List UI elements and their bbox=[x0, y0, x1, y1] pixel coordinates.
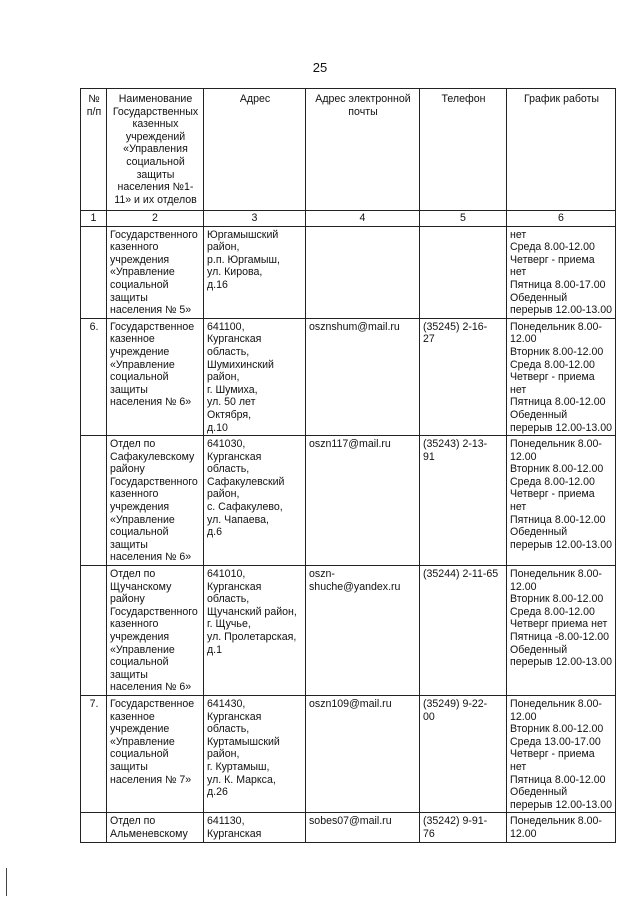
email: oszn- shuche@yandex.ru bbox=[306, 566, 420, 696]
table-header-row bbox=[81, 89, 616, 211]
work-schedule: Понедельник 8.00- 12.00 Вторник 8.00-12.00 Среда 8.00-12.00 Четверг - приема нет Пятница 8.00-12.00 Обеденный перерыв 12.00-13.00 bbox=[507, 318, 616, 435]
institution-name: Государственного казенного учреждения «Управление социальной защиты населения № 5» bbox=[107, 226, 204, 318]
column-number: 1 bbox=[81, 211, 107, 227]
email: oszn109@mail.ru bbox=[306, 695, 420, 812]
phone: (35249) 9-22- 00 bbox=[420, 695, 507, 812]
phone bbox=[420, 226, 507, 318]
table-row bbox=[81, 695, 616, 812]
scan-margin-mark bbox=[6, 868, 7, 896]
table-row bbox=[81, 436, 616, 566]
row-number bbox=[81, 813, 107, 842]
institution-name: Отдел по Сафакулевскому району Государственного казенного учреждения «Управление социальной защиты населения № 6» bbox=[107, 436, 204, 566]
column-number: 6 bbox=[507, 211, 616, 227]
address: 641130, Курганская bbox=[204, 813, 306, 842]
phone: (35242) 9-91- 76 bbox=[420, 813, 507, 842]
offices-table bbox=[80, 88, 616, 843]
institution-name: Государственное казенное учреждение «Управление социальной защиты населения № 7» bbox=[107, 695, 204, 812]
page-number: 25 bbox=[312, 60, 328, 75]
header-email: Адрес электронной почты bbox=[306, 89, 420, 211]
table-row bbox=[81, 318, 616, 435]
table-row bbox=[81, 226, 616, 318]
table-row bbox=[81, 566, 616, 696]
row-number bbox=[81, 436, 107, 566]
column-number: 3 bbox=[204, 211, 306, 227]
column-number-row bbox=[81, 211, 616, 227]
institution-name: Отдел по Альменевскому bbox=[107, 813, 204, 842]
address: 641430, Курганская область, Куртамышский район, г. Куртамыш, ул. К. Маркса, д.26 bbox=[204, 695, 306, 812]
phone: (35244) 2-11-65 bbox=[420, 566, 507, 696]
email: osznshum@mail.ru bbox=[306, 318, 420, 435]
address: 641100, Курганская область, Шумихинский район, г. Шумиха, ул. 50 лет Октября, д.10 bbox=[204, 318, 306, 435]
row-number bbox=[81, 226, 107, 318]
address: Юргамышский район, р.п. Юргамыш, ул. Кирова, д.16 bbox=[204, 226, 306, 318]
work-schedule: Понедельник 8.00- 12.00 Вторник 8.00-12.00 Среда 8.00-12.00 Четверг - приема нет Пятница 8.00-12.00 Обеденный перерыв 12.00-13.00 bbox=[507, 436, 616, 566]
header-number: № п/п bbox=[81, 89, 107, 211]
work-schedule: Понедельник 8.00- 12.00 Вторник 8.00-12.00 Среда 13.00-17.00 Четверг - приема нет Пятница 8.00-12.00 Обеденный перерыв 12.00-13.00 bbox=[507, 695, 616, 812]
address: 641030, Курганская область, Сафакулевский район, с. Сафакулево, ул. Чапаева, д.6 bbox=[204, 436, 306, 566]
header-schedule: График работы bbox=[507, 89, 616, 211]
address: 641010, Курганская область, Щучанский район, г. Щучье, ул. Пролетарская, д.1 bbox=[204, 566, 306, 696]
institution-name: Отдел по Щучанскому району Государственного казенного учреждения «Управление социальной защиты населения № 6» bbox=[107, 566, 204, 696]
table-row bbox=[81, 813, 616, 842]
row-number: 6. bbox=[81, 318, 107, 435]
row-number bbox=[81, 566, 107, 696]
header-name: Наименование Государственных казенных учреждений «Управления социальной защиты населения №1- 11» и их отделов bbox=[107, 89, 204, 211]
column-number: 4 bbox=[306, 211, 420, 227]
column-number: 2 bbox=[107, 211, 204, 227]
column-number: 5 bbox=[420, 211, 507, 227]
work-schedule: нет Среда 8.00-12.00 Четверг - приема нет Пятница 8.00-17.00 Обеденный перерыв 12.00-13.00 bbox=[507, 226, 616, 318]
work-schedule: Понедельник 8.00- 12.00 bbox=[507, 813, 616, 842]
work-schedule: Понедельник 8.00- 12.00 Вторник 8.00-12.00 Среда 8.00-12.00 Четверг приема нет Пятница -8.00-12.00 Обеденный перерыв 12.00-13.00 bbox=[507, 566, 616, 696]
email: oszn117@mail.ru bbox=[306, 436, 420, 566]
phone: (35243) 2-13- 91 bbox=[420, 436, 507, 566]
email: sobes07@mail.ru bbox=[306, 813, 420, 842]
header-phone: Телефон bbox=[420, 89, 507, 211]
header-address: Адрес bbox=[204, 89, 306, 211]
row-number: 7. bbox=[81, 695, 107, 812]
email bbox=[306, 226, 420, 318]
phone: (35245) 2-16- 27 bbox=[420, 318, 507, 435]
institution-name: Государственное казенное учреждение «Управление социальной защиты населения № 6» bbox=[107, 318, 204, 435]
